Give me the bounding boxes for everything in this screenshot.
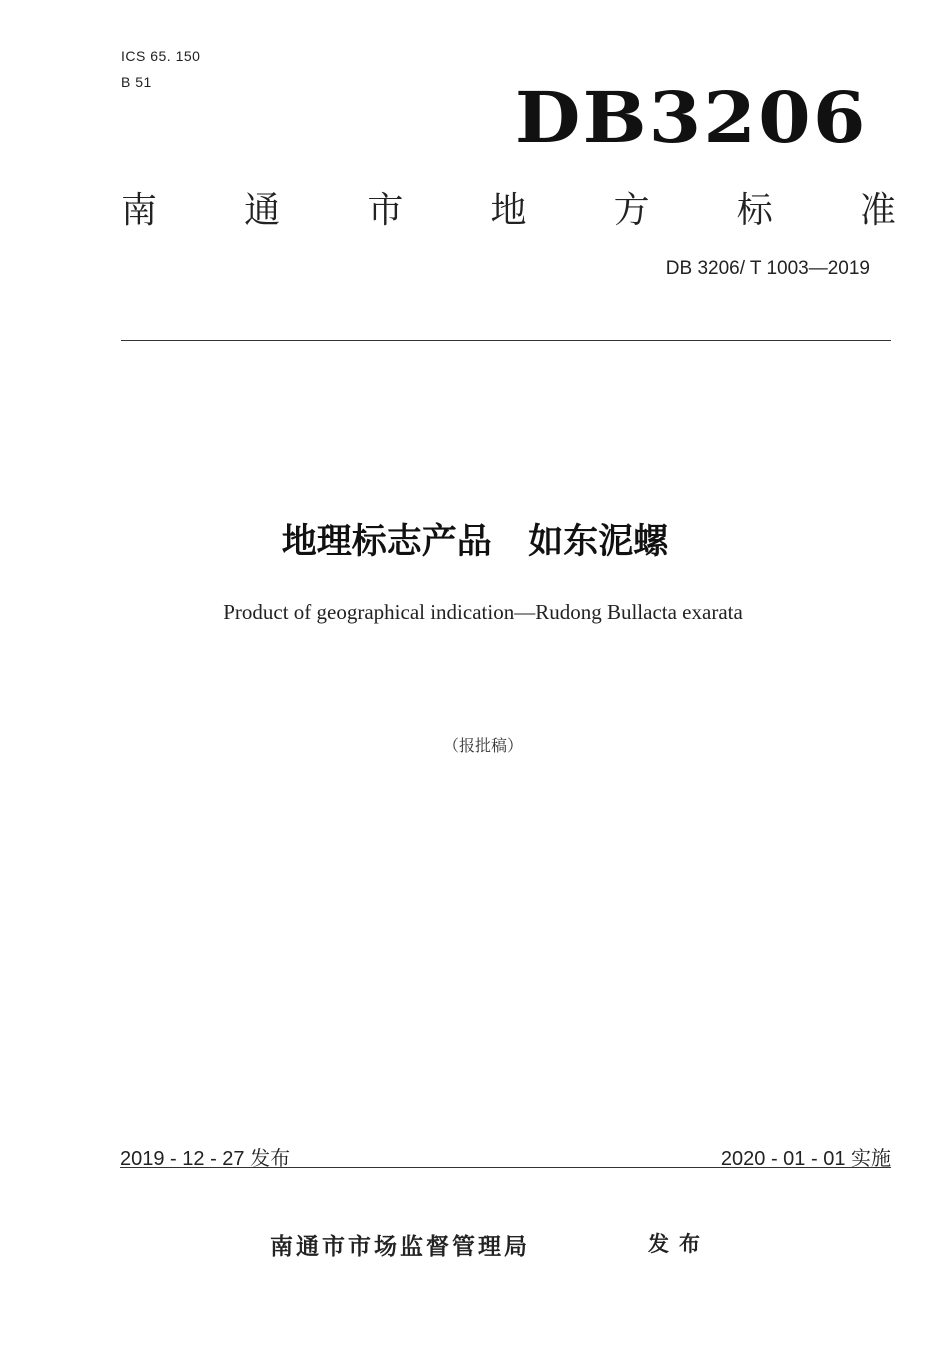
standard-type-char: 准 [859, 190, 896, 231]
header-divider [121, 340, 891, 341]
document-title-english: Product of geographical indication—Rudong Bullacta exarata [223, 600, 743, 624]
standard-type-char: 地 [490, 190, 527, 231]
ics-code: ICS 65. 150 [121, 48, 201, 64]
standard-type-char: 方 [613, 190, 650, 231]
implementation-date: 2020 - 01 - 01 实施 [720, 1148, 891, 1170]
standard-number: DB 3206/ T 1003—2019 [665, 258, 870, 279]
draft-status: （报批稿） [442, 736, 523, 755]
standard-code-logo: DB3206 [515, 76, 868, 159]
publisher-name: 南通市市场监督管理局 [270, 1234, 530, 1260]
issue-date: 2019 - 12 - 27 发布 [120, 1148, 291, 1170]
document-title-chinese: 地理标志产品 如东泥螺 [281, 522, 669, 562]
standard-type [121, 186, 896, 236]
standard-type-char: 市 [367, 190, 404, 231]
ccs-code: B 51 [121, 74, 152, 90]
standard-type-char: 通 [244, 190, 281, 231]
standard-type-char: 标 [736, 190, 773, 231]
standard-type-char: 南 [121, 190, 158, 231]
publish-label: 发布 [648, 1232, 710, 1256]
footer-divider [120, 1167, 891, 1168]
